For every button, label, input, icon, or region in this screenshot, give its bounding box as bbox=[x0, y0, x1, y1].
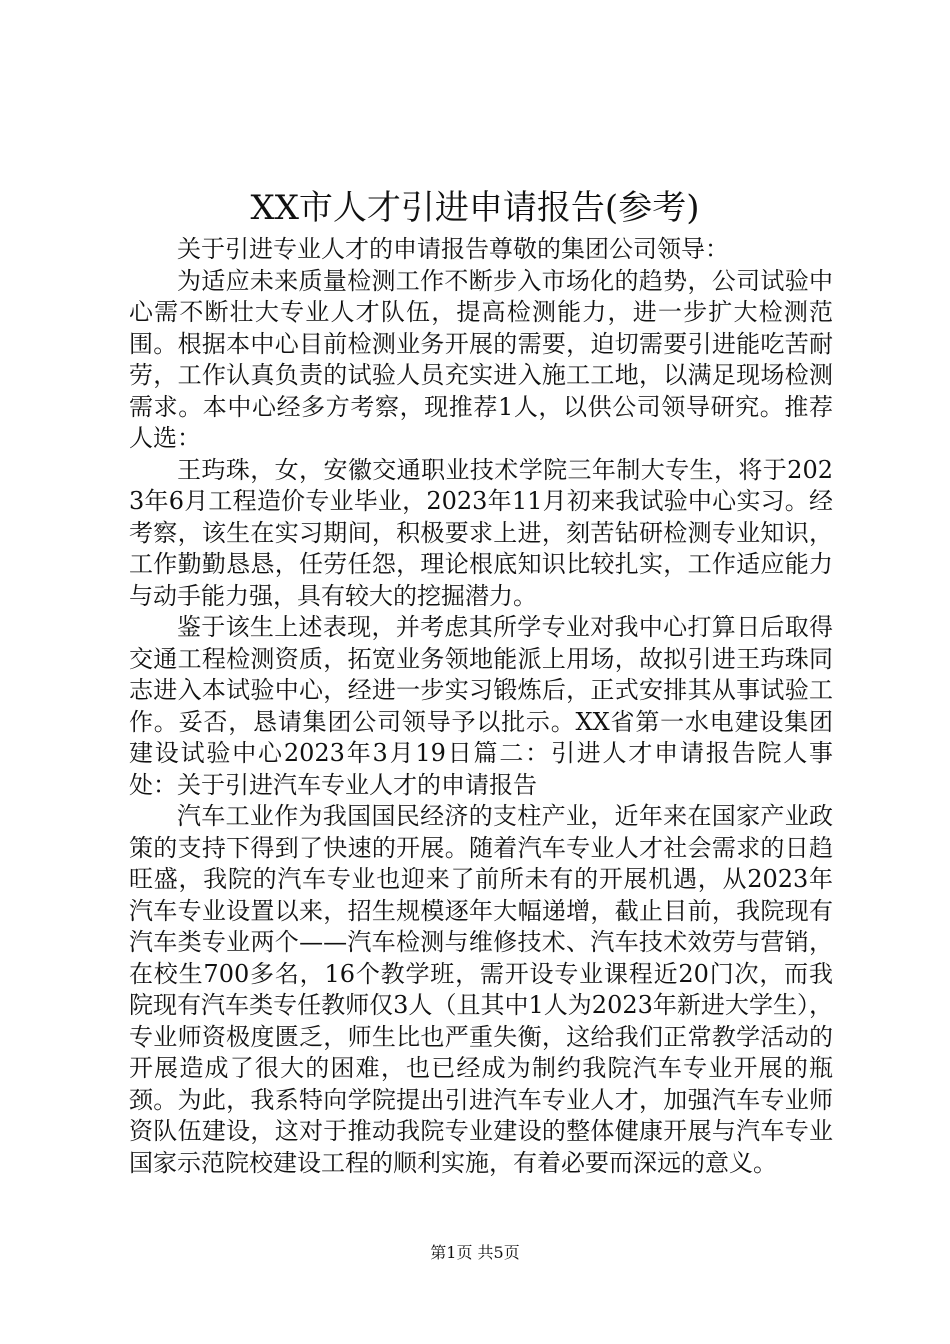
paragraph: 关于引进专业人才的申请报告尊敬的集团公司领导： bbox=[177, 235, 729, 263]
paragraph: 为适应未来质量检测工作不断步入市场化的趋势，公司试验中心需不断壮大专业人才队伍，提高检测能力，进一步扩大检测范围。根据本中心目前检测业务开展的需要，迫切需要引进能吃苦耐劳，工作认真负责的试验人员充实进入施工工地，以满足现场检测需求。本中心经多方考察，现推荐1人，以供公司领导研究。推荐人选： bbox=[129, 266, 833, 452]
document-body bbox=[129, 234, 833, 1179]
document-title: XX市人才引进申请报告(参考) bbox=[250, 188, 700, 228]
page-footer: 第1页 共5页 bbox=[430, 1243, 520, 1262]
paragraph: 汽车工业作为我国国民经济的支柱产业，近年来在国家产业政策的支持下得到了快速的开展。随着汽车专业人才社会需求的日趋旺盛，我院的汽车专业也迎来了前所未有的开展机遇，从2023年汽车专业设置以来，招生规模逐年大幅递增，截止目前，我院现有汽车类专业两个——汽车检测与维修技术、汽车技术效劳与营销，在校生700多名，16个教学班，需开设专业课程近20门次，而我院现有汽车类专任教师仅3人（且其中1人为2023年新进大学生），专业师资极度匮乏，师生比也严重失衡，这给我们正常教学活动的开展造成了很大的困难，也已经成为制约我院汽车专业开展的瓶颈。为此，我系特向学院提出引进汽车专业人才，加强汽车专业师资队伍建设，这对于推动我院专业建设的整体健康开展与汽车专业国家示范院校建设工程的顺利实施，有着必要而深远的意义。 bbox=[129, 802, 833, 1177]
paragraph: 鉴于该生上述表现，并考虑其所学专业对我中心打算日后取得交通工程检测资质，拓宽业务领地能派上用场，故拟引进王玙珠同志进入本试验中心，经进一步实习锻炼后，正式安排其从事试验工作。妥否，恳请集团公司领导予以批示。XX省第一水电建设集团建设试验中心2023年3月19日篇二：引进人才申请报告院人事处：关于引进汽车专业人才的申请报告 bbox=[129, 613, 833, 799]
paragraph: 王玙珠，女，安徽交通职业技术学院三年制大专生，将于2023年6月工程造价专业毕业，2023年11月初来我试验中心实习。经考察，该生在实习期间，积极要求上进，刻苦钻研检测专业知识，工作勤勤恳恳，任劳任怨，理论根底知识比较扎实，工作适应能力与动手能力强，具有较大的挖掘潜力。 bbox=[129, 455, 833, 610]
